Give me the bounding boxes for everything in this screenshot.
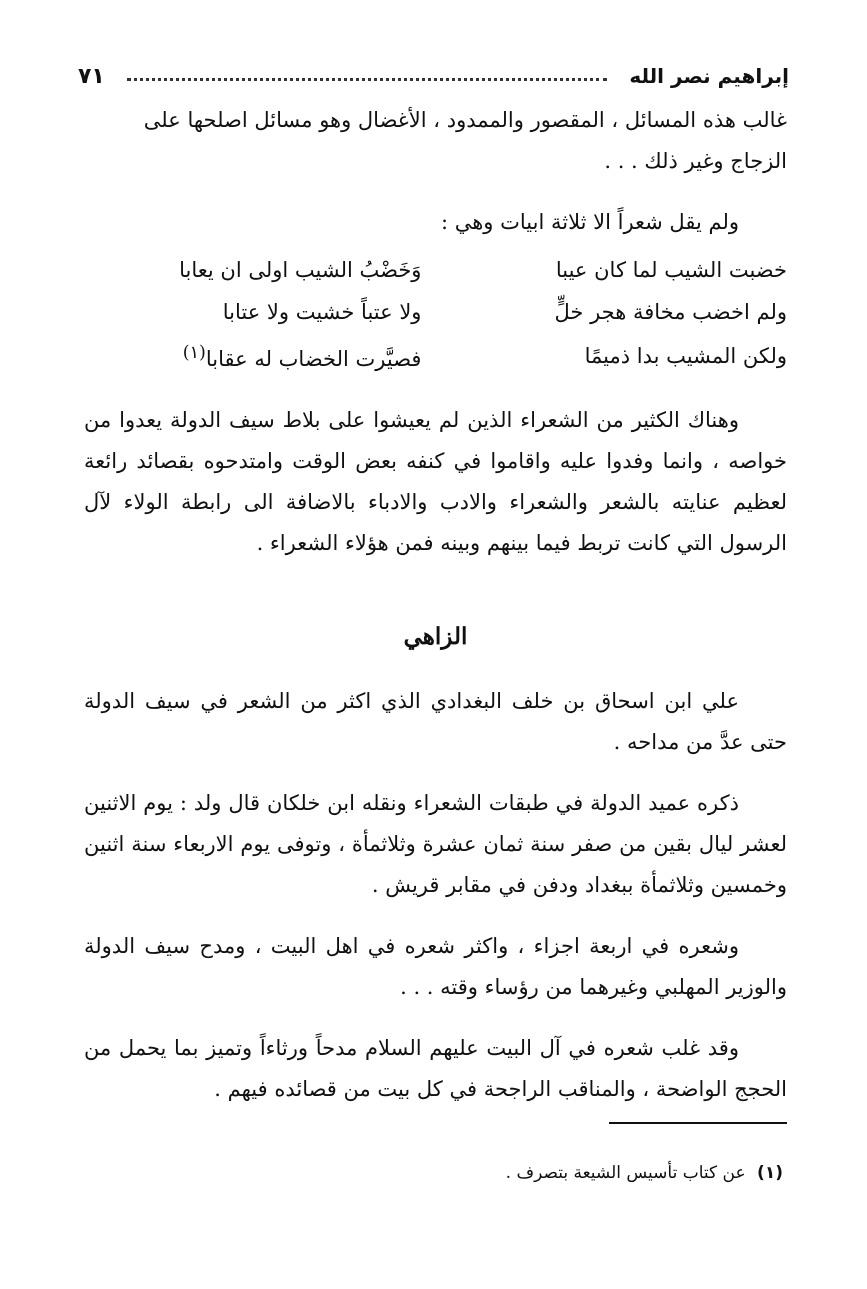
spacer xyxy=(84,1008,787,1028)
verse-second-hemistich-text: فصيَّرت الخضاب له عقابا xyxy=(205,347,422,371)
zahi-paragraph-3: وشعره في اربعة اجزاء ، واكثر شعره في اهل البيت ، ومدح سيف الدولة والوزير المهلبي وغيرهما من رؤساء وقته . . . xyxy=(84,934,787,999)
spacer xyxy=(84,661,787,681)
spacer xyxy=(84,763,787,783)
section-title: الزاهي xyxy=(403,623,468,650)
verse-first-hemistich: ولم اخضب مخافة هجر خلٍّ xyxy=(554,299,787,324)
zahi-paragraph-1: علي ابن اسحاق بن خلف البغدادي الذي اكثر من الشعر في سيف الدولة حتى عدَّ من مداحه . xyxy=(84,689,787,754)
verse-second-hemistich xyxy=(84,333,421,380)
intro-line-2: الزجاج وغير ذلك . . . xyxy=(604,149,787,173)
poem-verse xyxy=(84,249,787,291)
footnote-text: عن كتاب تأسيس الشيعة بتصرف . xyxy=(505,1163,746,1183)
verse-second-hemistich: وَخَضْبُ الشيب اولى ان يعابا xyxy=(179,257,422,282)
footnote-reference: (١) xyxy=(182,343,206,363)
poets-paragraph: وهناك الكثير من الشعراء الذين لم يعيشوا على بلاط سيف الدولة يعدوا من خواصه ، وانما وفدوا عليه واقاموا في كنفه بعض الوقت وامتدحوه بقصائد رائعة لعظيم عنايته بالشعر والشعراء والادب والادباء بالاضافة الى رابطة الولاء لآل الرسول التي كانت تربط فيما بينهم وبينه فمن هؤلاء الشعراء . xyxy=(84,408,787,555)
verse-first-hemistich: ولكن المشيب بدا ذميمًا xyxy=(584,344,787,368)
poem-verses xyxy=(84,249,787,380)
author-name: إبراهيم نصر الله xyxy=(629,64,789,88)
spacer xyxy=(84,182,787,202)
footnote xyxy=(506,1160,783,1186)
footnote-marker: (١) xyxy=(757,1163,783,1183)
spacer xyxy=(84,380,787,400)
zahi-paragraph-4: وقد غلب شعره في آل البيت عليهم السلام مدحاً ورثاءاً وتميز بما يحمل من الحجج الواضحة ، والمناقب الراجحة في كل بيت من قصائده فيهم . xyxy=(84,1036,787,1101)
zahi-paragraph-2: ذكره عميد الدولة في طبقات الشعراء ونقله ابن خلكان قال ولد : يوم الاثنين لعشر ليال بقين من صفر سنة ثمان عشرة وثلاثمأة ، وتوفى يوم الاربعاء سنة اثنين وخمسين وثلاثمأة ببغداد ودفن في مقابر قريش . xyxy=(84,791,787,897)
intro-line-1: غالب هذه المسائل ، المقصور والممدود ، الأغضال وهو مسائل اصلحها على xyxy=(143,108,787,132)
spacer xyxy=(84,906,787,926)
verse-first-hemistich: خضبت الشيب لما كان عيبا xyxy=(555,257,787,282)
verse-second-hemistich: ولا عتباً خشيت ولا عتابا xyxy=(222,299,422,324)
page-number: ٧١ xyxy=(78,63,105,89)
running-head xyxy=(78,58,789,94)
poem-intro: ولم يقل شعراً الا ثلاثة ابيات وهي : xyxy=(440,210,739,234)
poem-verse xyxy=(84,333,787,380)
dot-leader xyxy=(127,68,608,81)
footnote-divider xyxy=(609,1122,787,1124)
page-body xyxy=(84,100,787,1289)
spacer xyxy=(84,564,787,613)
poem-verse xyxy=(84,291,787,333)
